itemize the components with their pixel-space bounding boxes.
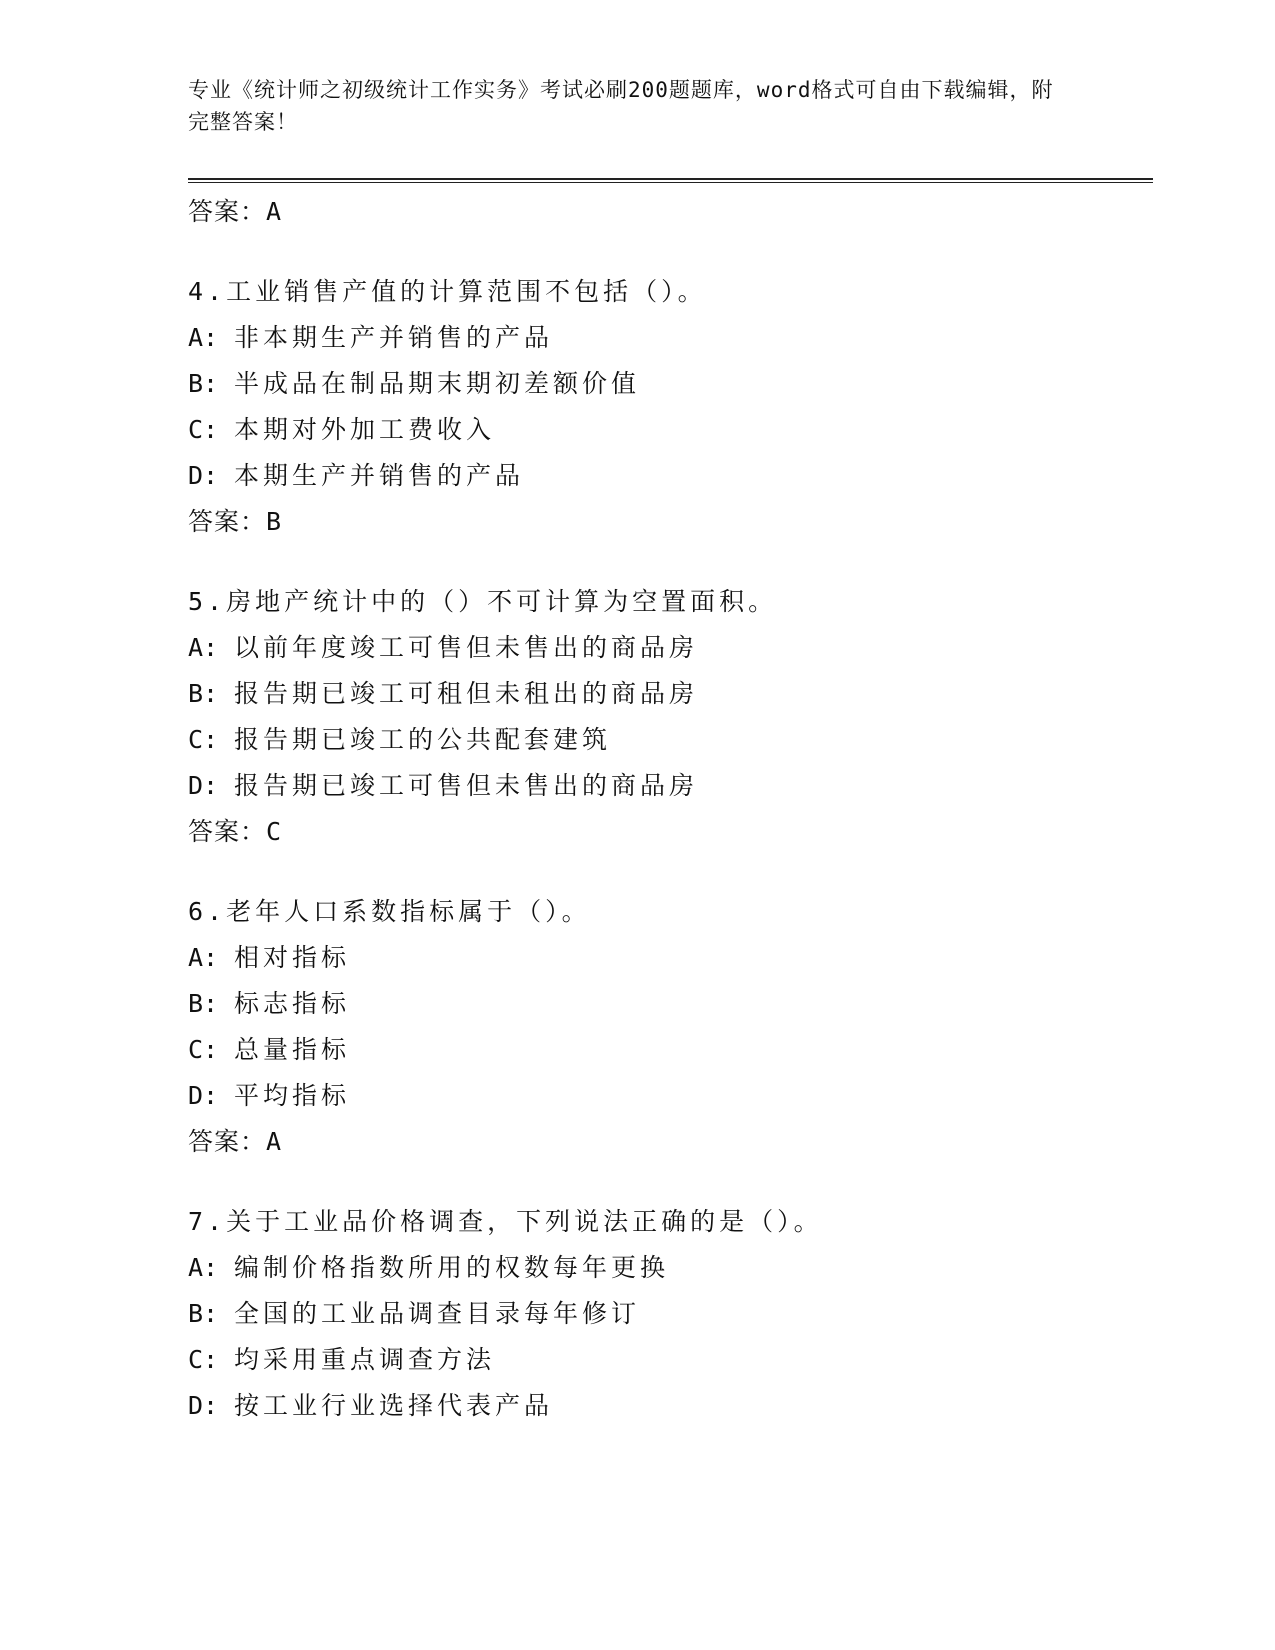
answer-line: 答案：C [188,817,283,846]
option-c [188,1337,1153,1383]
option-d [188,763,1153,809]
answer-line: 答案：A [188,1127,283,1156]
option-text: 相对指标 [234,943,351,972]
answer-line: 答案：B [188,507,283,536]
option-key: B: [188,679,219,708]
option-b [188,361,1153,407]
option-text: 报告期已竣工可租但未租出的商品房 [234,679,699,708]
option-text: 按工业行业选择代表产品 [234,1391,554,1420]
question-block [188,579,1153,855]
option-text: 均采用重点调查方法 [234,1345,496,1374]
option-key: C: [188,1345,219,1374]
option-text: 以前年度竣工可售但未售出的商品房 [234,633,699,662]
option-d [188,1073,1153,1119]
option-key: B: [188,369,219,398]
question-block [188,1199,1153,1429]
answer-line: 答案：A [188,197,283,226]
option-key: A: [188,1253,219,1282]
option-b [188,1291,1153,1337]
option-key: C: [188,725,219,754]
option-key: C: [188,415,219,444]
header-divider [188,178,1153,183]
option-text: 本期生产并销售的产品 [234,461,525,490]
option-key: A: [188,943,219,972]
question-text: 6.老年人口系数指标属于（）。 [188,897,591,926]
option-d [188,453,1153,499]
option-c [188,717,1153,763]
option-key: B: [188,989,219,1018]
option-key: D: [188,771,219,800]
option-text: 非本期生产并销售的产品 [234,323,554,352]
question-text: 4.工业销售产值的计算范围不包括（）。 [188,277,707,306]
option-a [188,625,1153,671]
option-key: A: [188,323,219,352]
question-text: 5.房地产统计中的（）不可计算为空置面积。 [188,587,778,616]
option-key: D: [188,1081,219,1110]
document-header: 专业《统计师之初级统计工作实务》考试必刷200题题库，word格式可自由下载编辑，附完整答案！ [188,78,1054,134]
option-text: 总量指标 [234,1035,351,1064]
question-block [188,269,1153,545]
option-key: D: [188,461,219,490]
option-text: 标志指标 [234,989,351,1018]
option-d [188,1383,1153,1429]
option-key: C: [188,1035,219,1064]
option-b [188,671,1153,717]
question-block [188,889,1153,1165]
option-c [188,1027,1153,1073]
option-text: 平均指标 [234,1081,351,1110]
option-text: 报告期已竣工可售但未售出的商品房 [234,771,699,800]
option-a [188,935,1153,981]
question-list [188,189,1153,1429]
option-b [188,981,1153,1027]
option-key: B: [188,1299,219,1328]
option-text: 半成品在制品期末期初差额价值 [234,369,641,398]
option-key: D: [188,1391,219,1420]
option-text: 编制价格指数所用的权数每年更换 [234,1253,670,1282]
option-a [188,315,1153,361]
question-text: 7.关于工业品价格调查，下列说法正确的是（）。 [188,1207,823,1236]
option-text: 全国的工业品调查目录每年修订 [234,1299,641,1328]
option-a [188,1245,1153,1291]
option-text: 本期对外加工费收入 [234,415,496,444]
option-c [188,407,1153,453]
option-key: A: [188,633,219,662]
option-text: 报告期已竣工的公共配套建筑 [234,725,612,754]
